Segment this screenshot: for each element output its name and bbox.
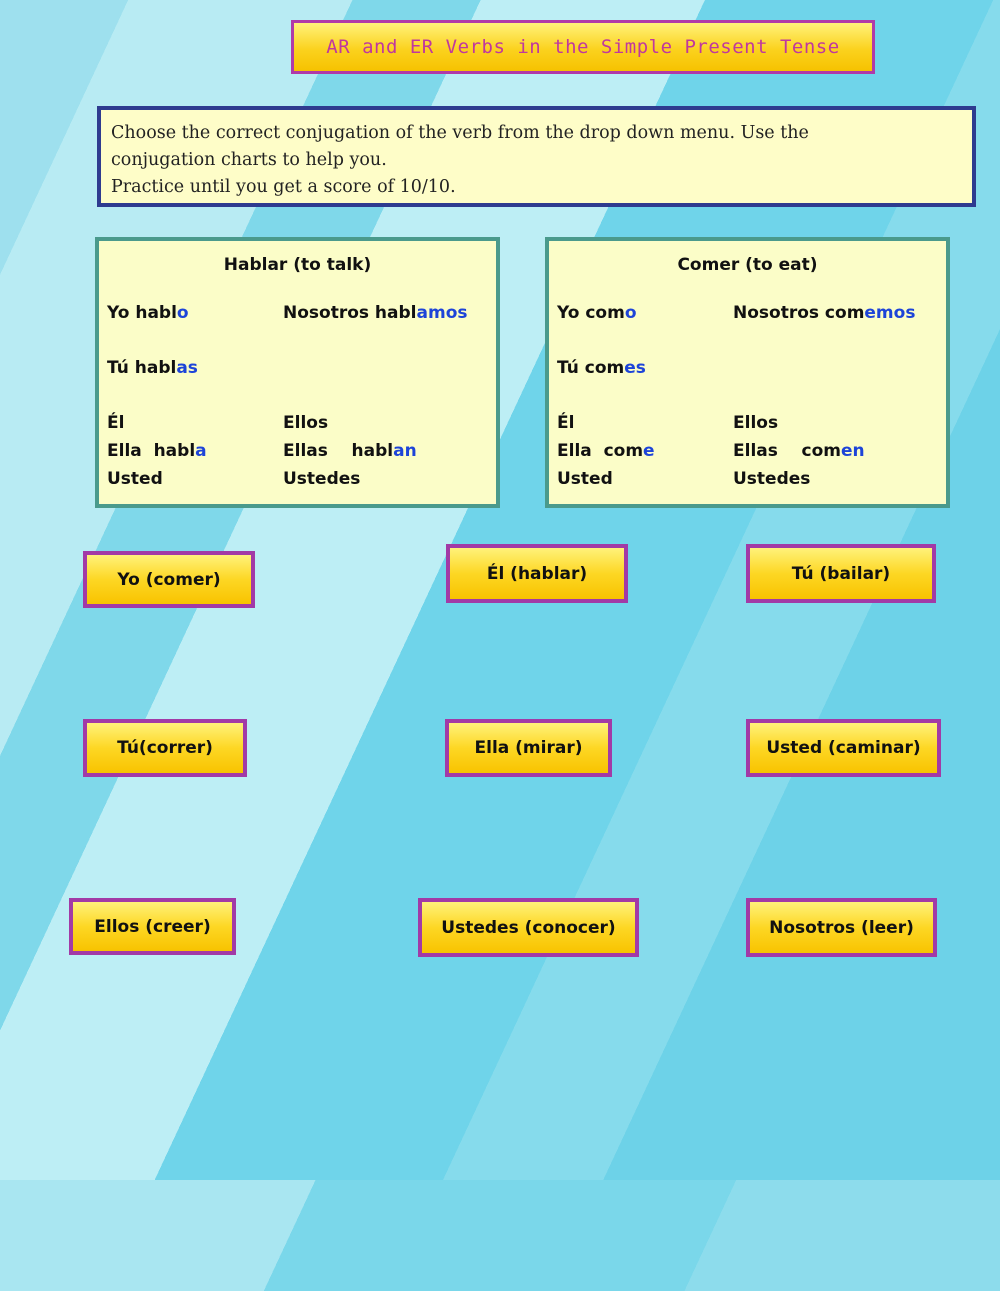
usted-pronoun: Usted bbox=[557, 469, 613, 489]
instructions-box bbox=[97, 106, 976, 207]
usted-pronoun: Usted bbox=[107, 469, 163, 489]
instructions-line-1: Choose the correct conjugation of the verb from the drop down menu. Use the bbox=[111, 123, 809, 143]
ella-form: Ella come bbox=[557, 441, 655, 461]
chart-title: Comer (to eat) bbox=[677, 255, 818, 275]
prompt-ella-mirar[interactable]: Ella (mirar) bbox=[445, 719, 612, 777]
ellos-pronoun: Ellos bbox=[283, 413, 329, 433]
page-title: AR and ER Verbs in the Simple Present Tense bbox=[291, 20, 875, 74]
hablar-conjugation-chart bbox=[95, 237, 500, 508]
prompt-usted-caminar[interactable]: Usted (caminar) bbox=[746, 719, 941, 777]
el-pronoun: Él bbox=[107, 413, 125, 433]
ella-form: Ella habla bbox=[107, 441, 207, 461]
chart-title: Hablar (to talk) bbox=[223, 255, 372, 275]
yo-form: Yo hablo bbox=[107, 303, 189, 323]
ellos-pronoun: Ellos bbox=[733, 413, 779, 433]
background-band bbox=[0, 1180, 1000, 1291]
ustedes-pronoun: Ustedes bbox=[733, 469, 811, 489]
prompt-el-hablar[interactable]: Él (hablar) bbox=[446, 544, 628, 603]
tu-form: Tú comes bbox=[557, 358, 646, 378]
ellas-form: Ellas comen bbox=[733, 441, 865, 461]
instructions-line-2: conjugation charts to help you. bbox=[111, 150, 387, 170]
prompt-nosotros-leer[interactable]: Nosotros (leer) bbox=[746, 898, 937, 957]
el-pronoun: Él bbox=[557, 413, 575, 433]
instructions-line-3: Practice until you get a score of 10/10. bbox=[111, 177, 456, 197]
prompt-tu-correr[interactable]: Tú(correr) bbox=[83, 719, 247, 777]
prompt-ellos-creer[interactable]: Ellos (creer) bbox=[69, 898, 236, 955]
comer-conjugation-chart bbox=[545, 237, 950, 508]
nosotros-form: Nosotros comemos bbox=[733, 303, 916, 323]
prompt-yo-comer[interactable]: Yo (comer) bbox=[83, 551, 255, 608]
prompt-ustedes-conocer[interactable]: Ustedes (conocer) bbox=[418, 898, 639, 957]
ustedes-pronoun: Ustedes bbox=[283, 469, 361, 489]
tu-form: Tú hablas bbox=[107, 358, 198, 378]
nosotros-form: Nosotros hablamos bbox=[283, 303, 468, 323]
yo-form: Yo como bbox=[557, 303, 637, 323]
prompt-tu-bailar[interactable]: Tú (bailar) bbox=[746, 544, 936, 603]
ellas-form: Ellas hablan bbox=[283, 441, 417, 461]
